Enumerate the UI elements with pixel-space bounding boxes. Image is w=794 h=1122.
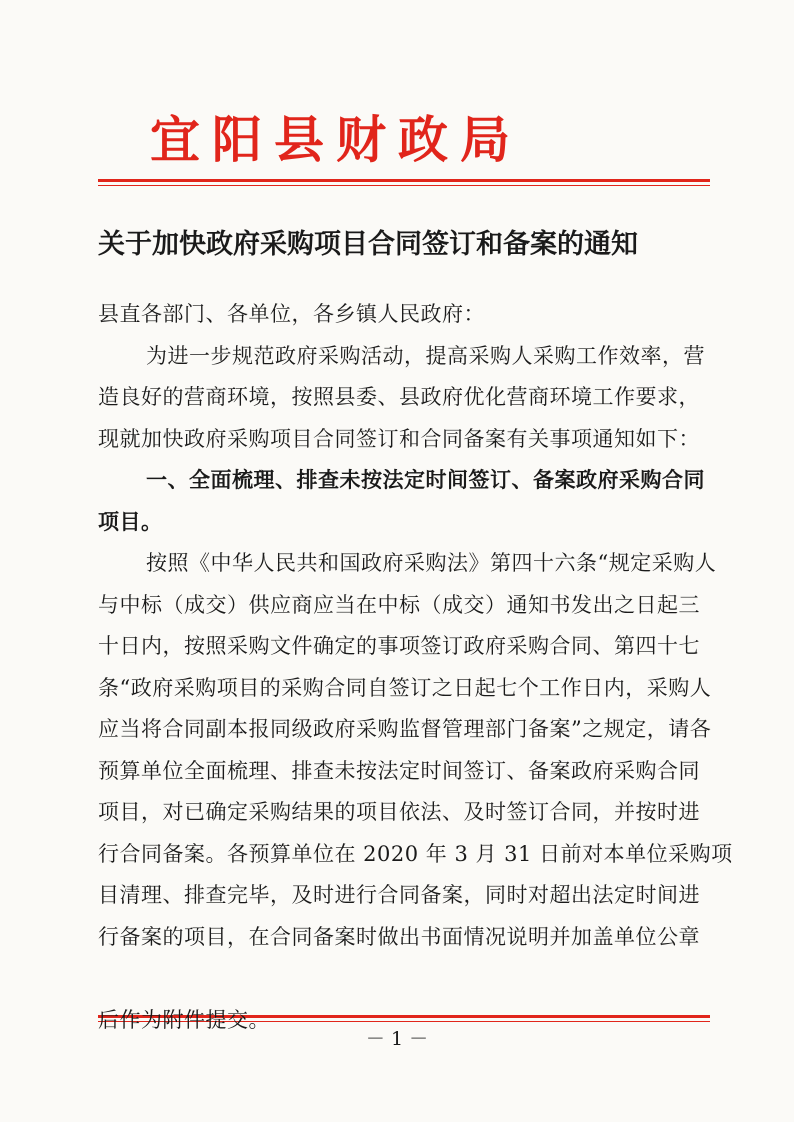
- body-line: 为进一步规范政府采购活动，提高采购人采购工作效率，营: [146, 343, 705, 368]
- page-number: － 1 －: [365, 1028, 429, 1050]
- document-title: 关于加快政府采购项目合同签订和备案的通知: [98, 229, 638, 260]
- body-line: 应当将合同副本报同级政府采购监督管理部门备案”之规定，请各: [98, 717, 712, 741]
- header-rule-thick: [98, 179, 710, 182]
- body-line: 预算单位全面梳理、排查未按法定时间签订、备案政府采购合同: [98, 758, 700, 783]
- body-line: 项目，对已确定采购结果的项目依法、及时签订合同，并按时进: [98, 800, 700, 824]
- body-line: 按照《中华人民共和国政府采购法》第四十六条“规定采购人: [146, 551, 717, 575]
- body-line: 现就加快政府采购项目合同签订和合同备案有关事项通知如下：: [98, 426, 700, 451]
- body-line: 十日内，按照采购文件确定的事项签订政府采购合同、第四十七: [98, 634, 700, 658]
- body-line: 造良好的营商环境，按照县委、县政府优化营商环境工作要求，: [98, 385, 700, 409]
- addressee: 县直各部门、各单位，各乡镇人民政府：: [98, 302, 485, 326]
- body-line: 条“政府采购项目的采购合同自签订之日起七个工作日内，采购人: [98, 675, 712, 700]
- body-line: 与中标（成交）供应商应当在中标（成交）通知书发出之日起三: [98, 592, 700, 617]
- body-line: 行备案的项目，在合同备案时做出书面情况说明并加盖单位公章: [98, 924, 700, 949]
- body-line: 目清理、排查完毕，及时进行合同备案，同时对超出法定时间进: [98, 883, 700, 907]
- header-rule-thin: [98, 185, 710, 186]
- body-line: 行合同备案。各预算单位在 2020 年 3 月 31 日前对本单位采购项: [98, 841, 733, 866]
- body-line: 后作为附件提交。: [98, 1007, 270, 1032]
- issuer-title: 宜阳县财政局: [150, 110, 522, 169]
- section-heading: 项目。: [98, 509, 163, 534]
- section-heading: 一、全面梳理、排查未按法定时间签订、备案政府采购合同: [146, 468, 705, 492]
